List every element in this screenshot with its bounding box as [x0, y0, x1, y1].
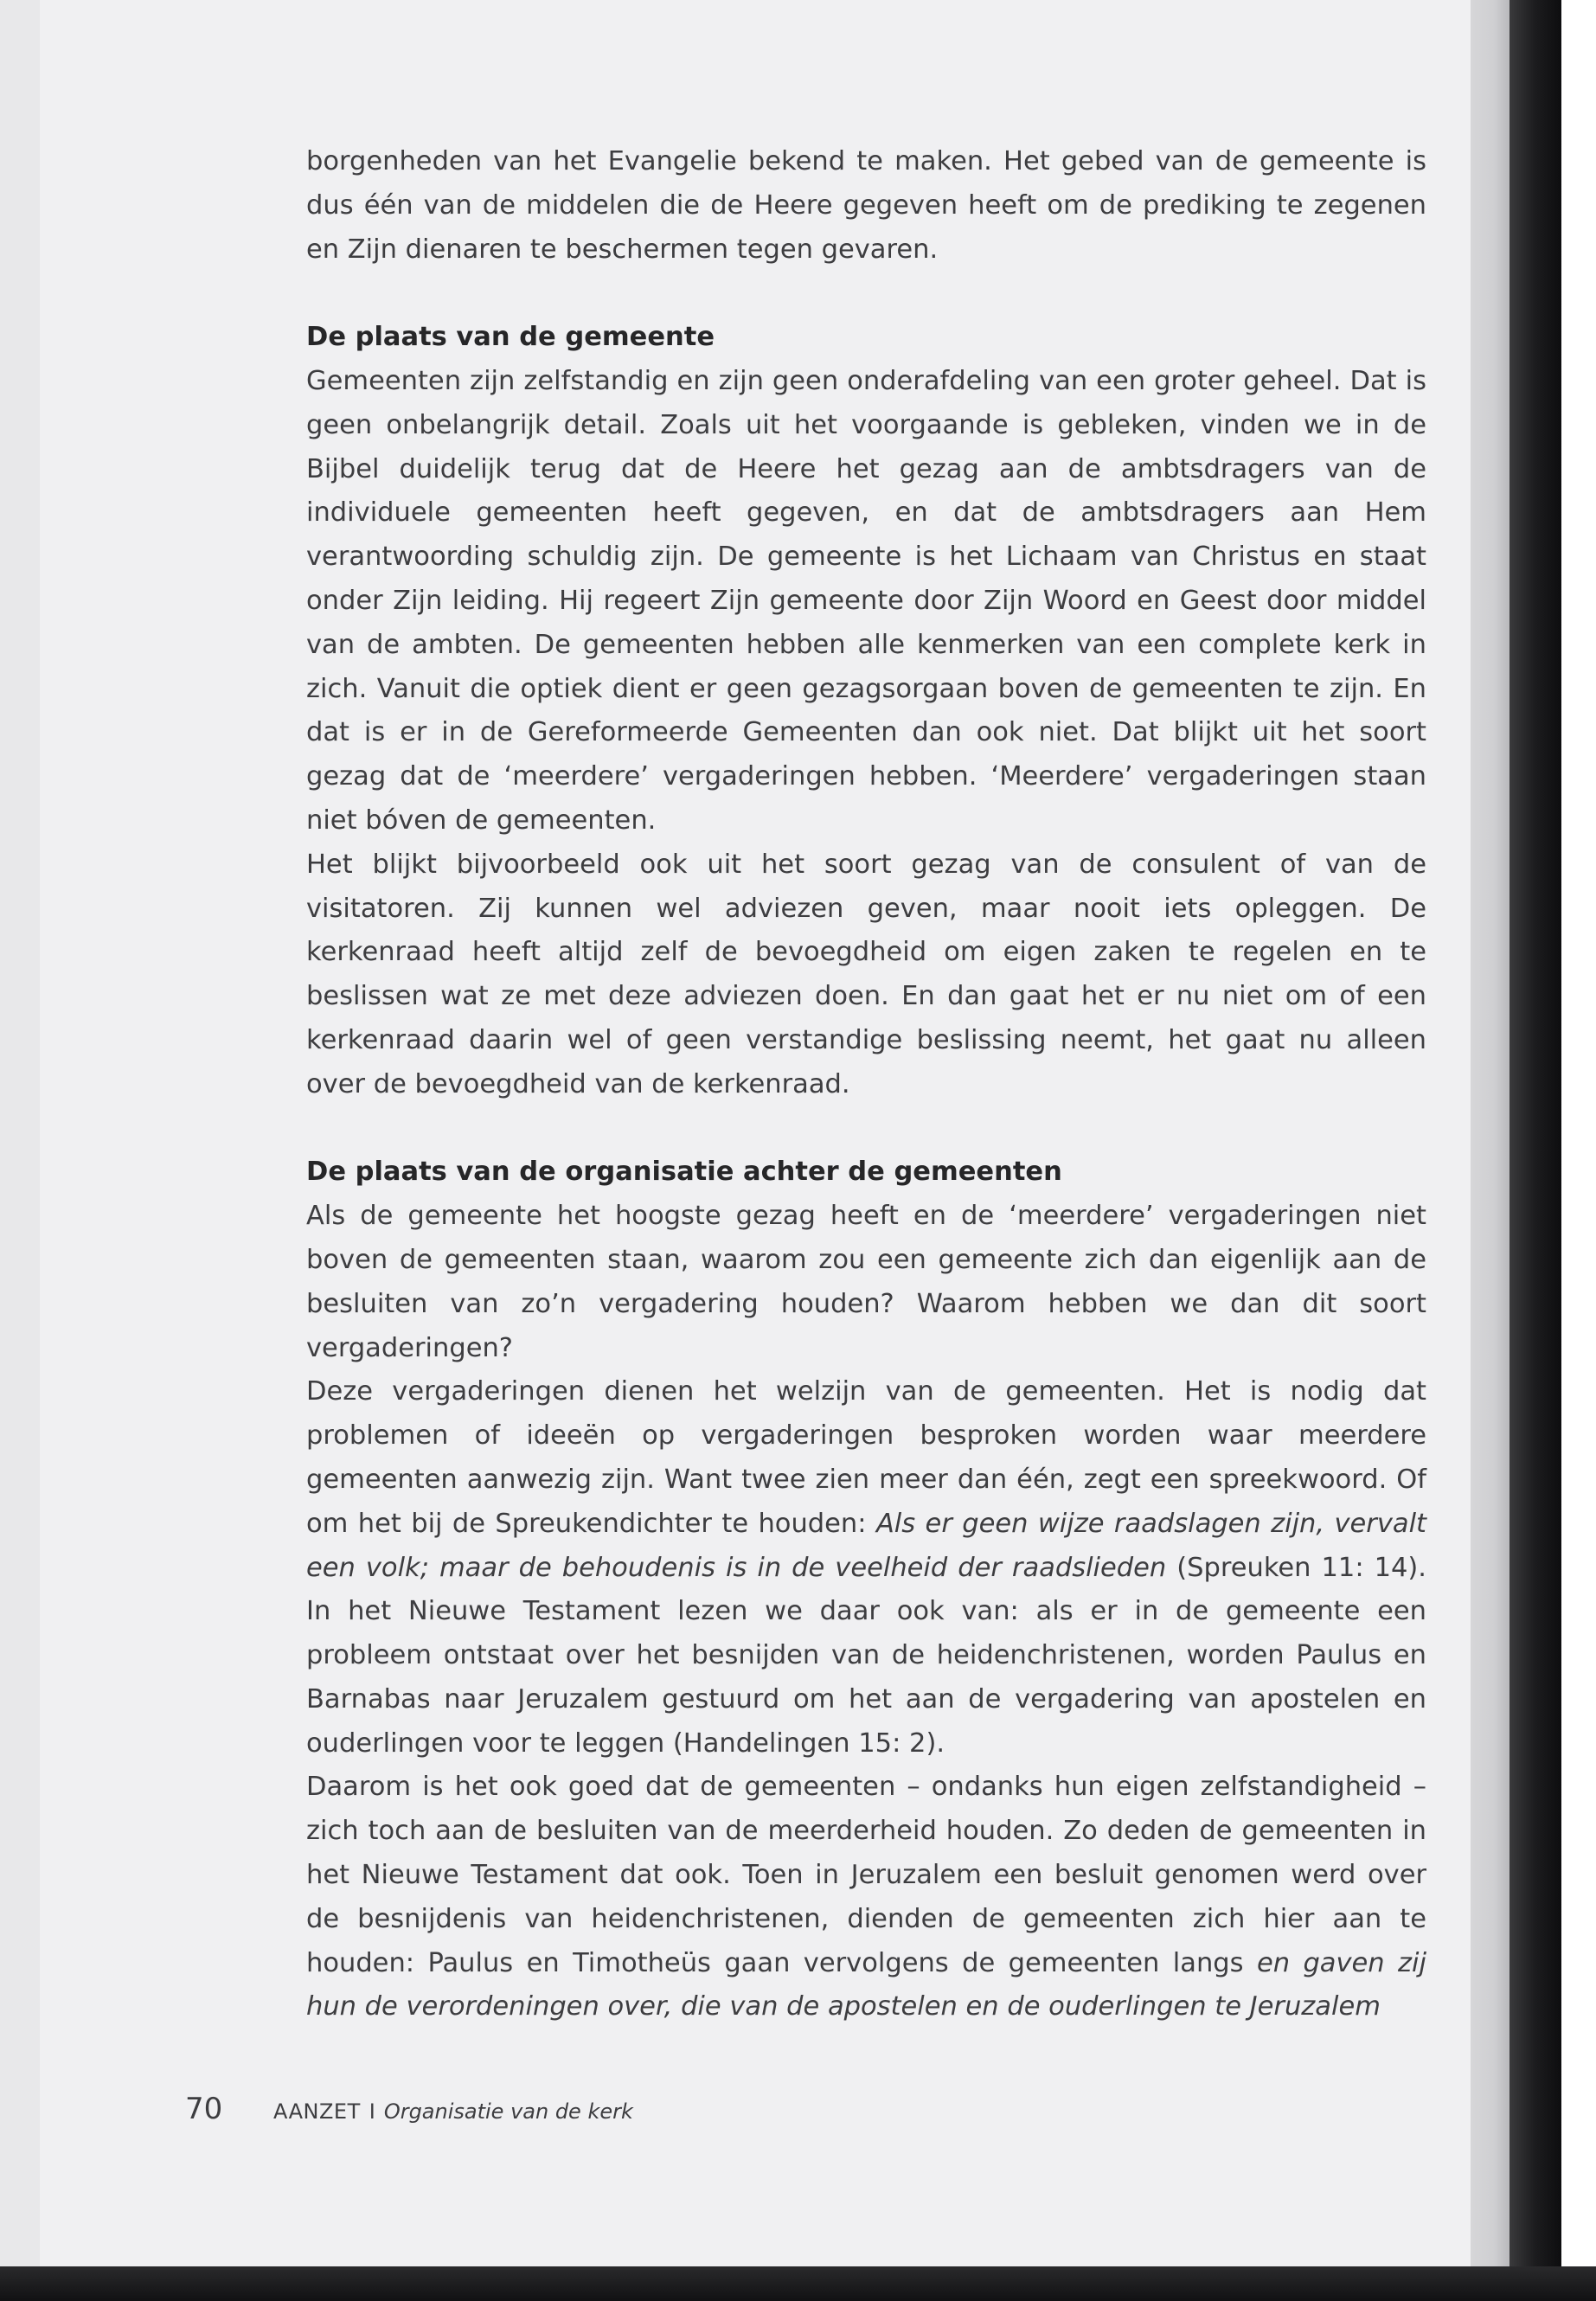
bible-quote: en gaven zij hun de verordeningen over, die van de apostelen en de ouderlingen te Jeruzalem — [306, 1947, 1426, 2022]
bottom-shadow-band — [0, 2266, 1596, 2301]
section-heading-organisatie: De plaats van de organisatie achter de gemeenten — [306, 1157, 1062, 1188]
page-number: 70 — [185, 2092, 223, 2126]
paragraph-text: Daarom is het ook goed dat de gemeenten – ondanks hun eigen zelfstandigheid – zich toch aan de besluiten van de meerderheid houden. Zo deden de gemeenten in het Nieuwe Testament dat ook. Toen in Jeruzalem een besluit genomen werd over de besnijdenis van heidenchristenen, dienden de gemeenten zich hier aan te houden: Paulus en Timotheüs gaan vervolgens de gemeenten langs — [306, 1772, 1426, 1978]
chapter-title: Organisatie van de kerk — [383, 2099, 633, 2124]
series-title: AANZET — [273, 2099, 361, 2124]
section1-paragraph-2: Het blijkt bijvoorbeeld ook uit het soort gezag van de consulent of van de visitatoren. Zij kunnen wel adviezen geven, maar nooit iets opleggen. De kerkenraad heeft altijd zelf de bevoegdheid om eigen zaken te regelen en te beslissen wat ze met deze adviezen doen. En dan gaat het er nu niet om of een kerkenraad daarin wel of geen verstandige beslissing neemt, het gaat nu alleen over de bevoegdheid van de kerkenraad. — [306, 849, 1426, 1099]
spacer — [306, 1107, 1426, 1151]
section1-paragraph-1: Gemeenten zijn zelfstandig en zijn geen onderafdeling van een groter geheel. Dat is geen onbelangrijk detail. Zoals uit het voorgaande is gebleken, vinden we in de Bijbel duidelijk terug dat de Heere het gezag aan de ambtsdragers van de individuele gemeenten heeft gegeven, en dat de ambtsdragers aan Hem verantwoording schuldig zijn. De gemeente is het Lichaam van Christus en staat onder Zijn leiding. Hij regeert Zijn gemeente door Zijn Woord en Geest door middel van de ambten. De gemeenten hebben alle kenmerken van een complete kerk in zich. Vanuit die optiek dient er geen gezagsorgaan boven de gemeenten te zijn. En dat is er in de Gereformeerde Gemeenten dan ook niet. Dat blijkt uit het soort gezag dat de ‘meerdere’ vergaderingen hebben. ‘Meerdere’ vergaderingen staan niet bóven de gemeenten. — [306, 365, 1426, 836]
bible-quote: Als er geen wijze raadslagen zijn, vervalt een volk; maar de behoudenis is in de veelheid der raadslieden — [306, 1508, 1427, 1583]
page-gutter-shade — [1471, 0, 1509, 2266]
page-body — [306, 140, 1426, 2029]
intro-paragraph: borgenheden van het Evangelie bekend te maken. Het gebed van de gemeente is dus één van de middelen die de Heere gegeven heeft om de prediking te zegenen en Zijn dienaren te beschermen tegen gevaren. — [306, 146, 1426, 265]
book-spine-edge — [1509, 0, 1561, 2301]
paragraph-text: Deze vergaderingen dienen het welzijn van de gemeenten. Het is nodig dat problemen of ideeën op vergaderingen besproken worden waar meerdere gemeenten aanwezig zijn. Want twee zien meer dan één, zegt een spreekwoord. Of om het bij de Spreukendichter te houden: — [306, 1376, 1426, 1539]
section2-paragraph-1: Als de gemeente het hoogste gezag heeft en de ‘meerdere’ vergaderingen niet boven de gemeenten staan, waarom zou een gemeente zich dan eigenlijk aan de besluiten van zo’n vergadering houden? Waarom hebben we dan dit soort vergaderingen? — [306, 1201, 1426, 1363]
page-footer — [185, 2092, 633, 2126]
spacer — [306, 272, 1426, 316]
section-heading-gemeente: De plaats van de gemeente — [306, 322, 715, 353]
footer-separator: I — [369, 2099, 375, 2124]
section2-paragraph-3 — [306, 1766, 1426, 2029]
section2-paragraph-2 — [306, 1370, 1426, 1766]
background-edge — [1561, 0, 1596, 2301]
paragraph-text: (Spreuken 11: 14). In het Nieuwe Testament lezen we daar ook van: als er in de gemeente een probleem ontstaat over het besnijden van de heidenchristenen, worden Paulus en Barnabas naar Jeruzalem gestuurd om het aan de vergadering van apostelen en ouderlingen voor te leggen (Handelingen 15: 2). — [306, 1552, 1427, 1759]
